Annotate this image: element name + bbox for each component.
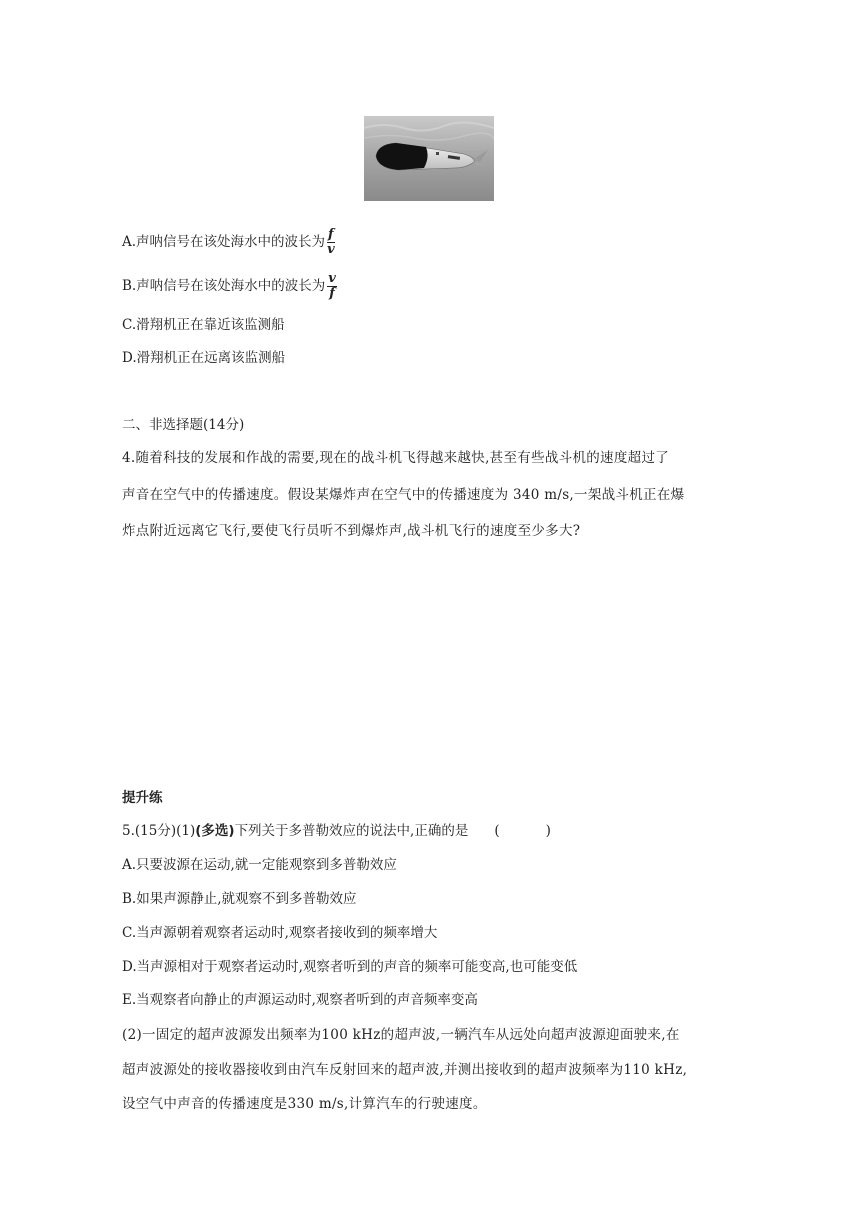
fraction-f-over-v: $\frac{f}{v}$ <box>327 227 335 257</box>
q5-option-e: E.当观察者向静止的声源运动时,观察者听到的声音频率变高 <box>122 992 478 1008</box>
q5-part2-line-2: 超声波源处的接收器接收到由汽车反射回来的超声波,并测出接收到的超声波频率为110 kHz, <box>122 1062 688 1078</box>
q5-option-b: B.如果声源静止,就观察不到多普勒效应 <box>122 891 357 907</box>
q5-option-d: D.当声源相对于观察者运动时,观察者听到的声音的频率可能变高,也可能变低 <box>122 959 578 975</box>
option-b: B.声呐信号在该处海水中的波长为 $\frac{v}{f}$ <box>122 271 336 301</box>
option-c: C.滑翔机正在靠近该监测船 <box>122 317 285 333</box>
answer-paren-close: ) <box>545 823 551 839</box>
option-d: D.滑翔机正在远离该监测船 <box>122 350 286 366</box>
question-5-stem: 5.(15分)(1)(多选)下列关于多普勒效应的说法中,正确的是 ( ) <box>122 823 551 839</box>
question-4-line-2: 声音在空气中的传播速度。假设某爆炸声在空气中的传播速度为 340 m/s,一架战斗机正在爆 <box>122 487 685 503</box>
section-heading-improve: 提升练 <box>122 790 163 806</box>
option-a: A.声呐信号在该处海水中的波长为 $\frac{f}{v}$ <box>122 227 335 257</box>
question-4-line-3: 炸点附近远离它飞行,要使飞行员听不到爆炸声,战斗机飞行的速度至少多大? <box>122 523 581 539</box>
section-heading-non-choice: 二、非选择题(14分) <box>122 417 245 433</box>
q5-part2-line-1: (2)一固定的超声波源发出频率为100 kHz的超声波,一辆汽车从远处向超声波源迎面驶来,在 <box>122 1027 680 1043</box>
fraction-v-over-f: $\frac{v}{f}$ <box>328 271 336 301</box>
q5-part2-line-3: 设空气中声音的传播速度是330 m/s,计算汽车的行驶速度。 <box>122 1096 487 1112</box>
q5-option-c: C.当声源朝着观察者运动时,观察者接收到的频率增大 <box>122 925 438 941</box>
q5-option-a: A.只要波源在运动,就一定能观察到多普勒效应 <box>122 857 397 873</box>
answer-paren-open: ( <box>494 823 500 839</box>
multi-select-tag: (多选) <box>195 823 235 839</box>
question-4-line-1: 4.随着科技的发展和作战的需要,现在的战斗机飞得越来越快,甚至有些战斗机的速度超过了 <box>122 450 670 466</box>
underwater-glider-photo <box>364 116 494 201</box>
